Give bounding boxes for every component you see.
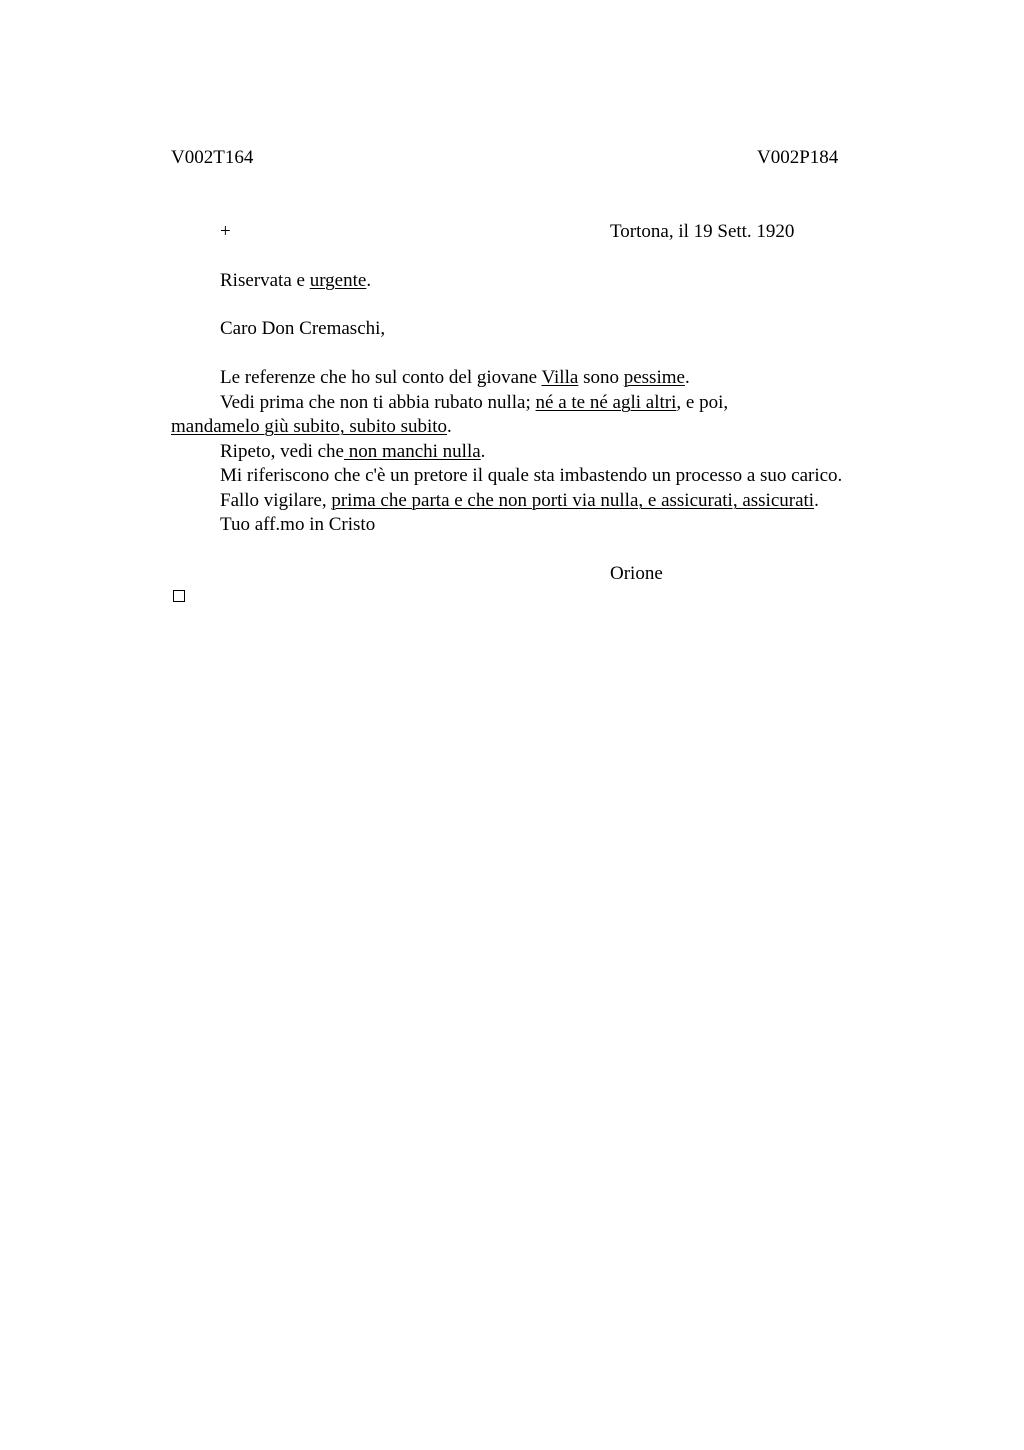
signature: Orione bbox=[610, 563, 663, 584]
reserved-notice bbox=[220, 269, 371, 293]
body-line-3 bbox=[171, 415, 452, 439]
body-line-6 bbox=[220, 489, 819, 513]
body-line-2 bbox=[220, 391, 728, 415]
body-text: sono bbox=[578, 367, 624, 388]
underlined-name: Villa bbox=[541, 367, 579, 388]
body-punct: . bbox=[814, 490, 819, 511]
underlined-text: prima che parta e che non porti via nulla, e assicurati, assicurati bbox=[331, 490, 815, 511]
checkbox-square bbox=[173, 590, 185, 602]
body-punct: . bbox=[447, 416, 452, 437]
urgent-underlined: urgente bbox=[309, 270, 367, 291]
closing-line: Tuo aff.mo in Cristo bbox=[220, 514, 376, 535]
underlined-text: pessime bbox=[623, 367, 685, 388]
body-line-1 bbox=[220, 366, 690, 390]
place-date: Tortona, il 19 Sett. 1920 bbox=[610, 221, 795, 242]
underlined-text: mandamelo giù subito, subito subito bbox=[171, 416, 448, 437]
underlined-text: non manchi nulla bbox=[344, 441, 481, 462]
document-code-left: V002T164 bbox=[171, 147, 254, 168]
body-text: Vedi prima che non ti abbia rubato nulla; bbox=[220, 392, 536, 413]
cross-symbol: + bbox=[220, 221, 231, 242]
body-punct: . bbox=[684, 367, 690, 388]
body-text: Le referenze che ho sul conto del giovane bbox=[220, 367, 542, 388]
page-code-right: V002P184 bbox=[757, 147, 839, 168]
reserved-notice-text: Riservata e bbox=[220, 270, 310, 291]
body-punct: . bbox=[480, 441, 486, 462]
body-line-4 bbox=[220, 440, 485, 464]
body-text: , e poi, bbox=[676, 392, 729, 413]
reserved-notice-punct: . bbox=[366, 270, 372, 291]
salutation: Caro Don Cremaschi, bbox=[220, 318, 386, 339]
body-text: Ripeto, vedi che bbox=[220, 441, 344, 462]
underlined-text: né a te né agli altri bbox=[535, 392, 677, 413]
body-text: Fallo vigilare, bbox=[220, 490, 332, 511]
body-line-5: Mi riferiscono che c'è un pretore il quale sta imbastendo un processo a suo carico. bbox=[220, 465, 843, 486]
